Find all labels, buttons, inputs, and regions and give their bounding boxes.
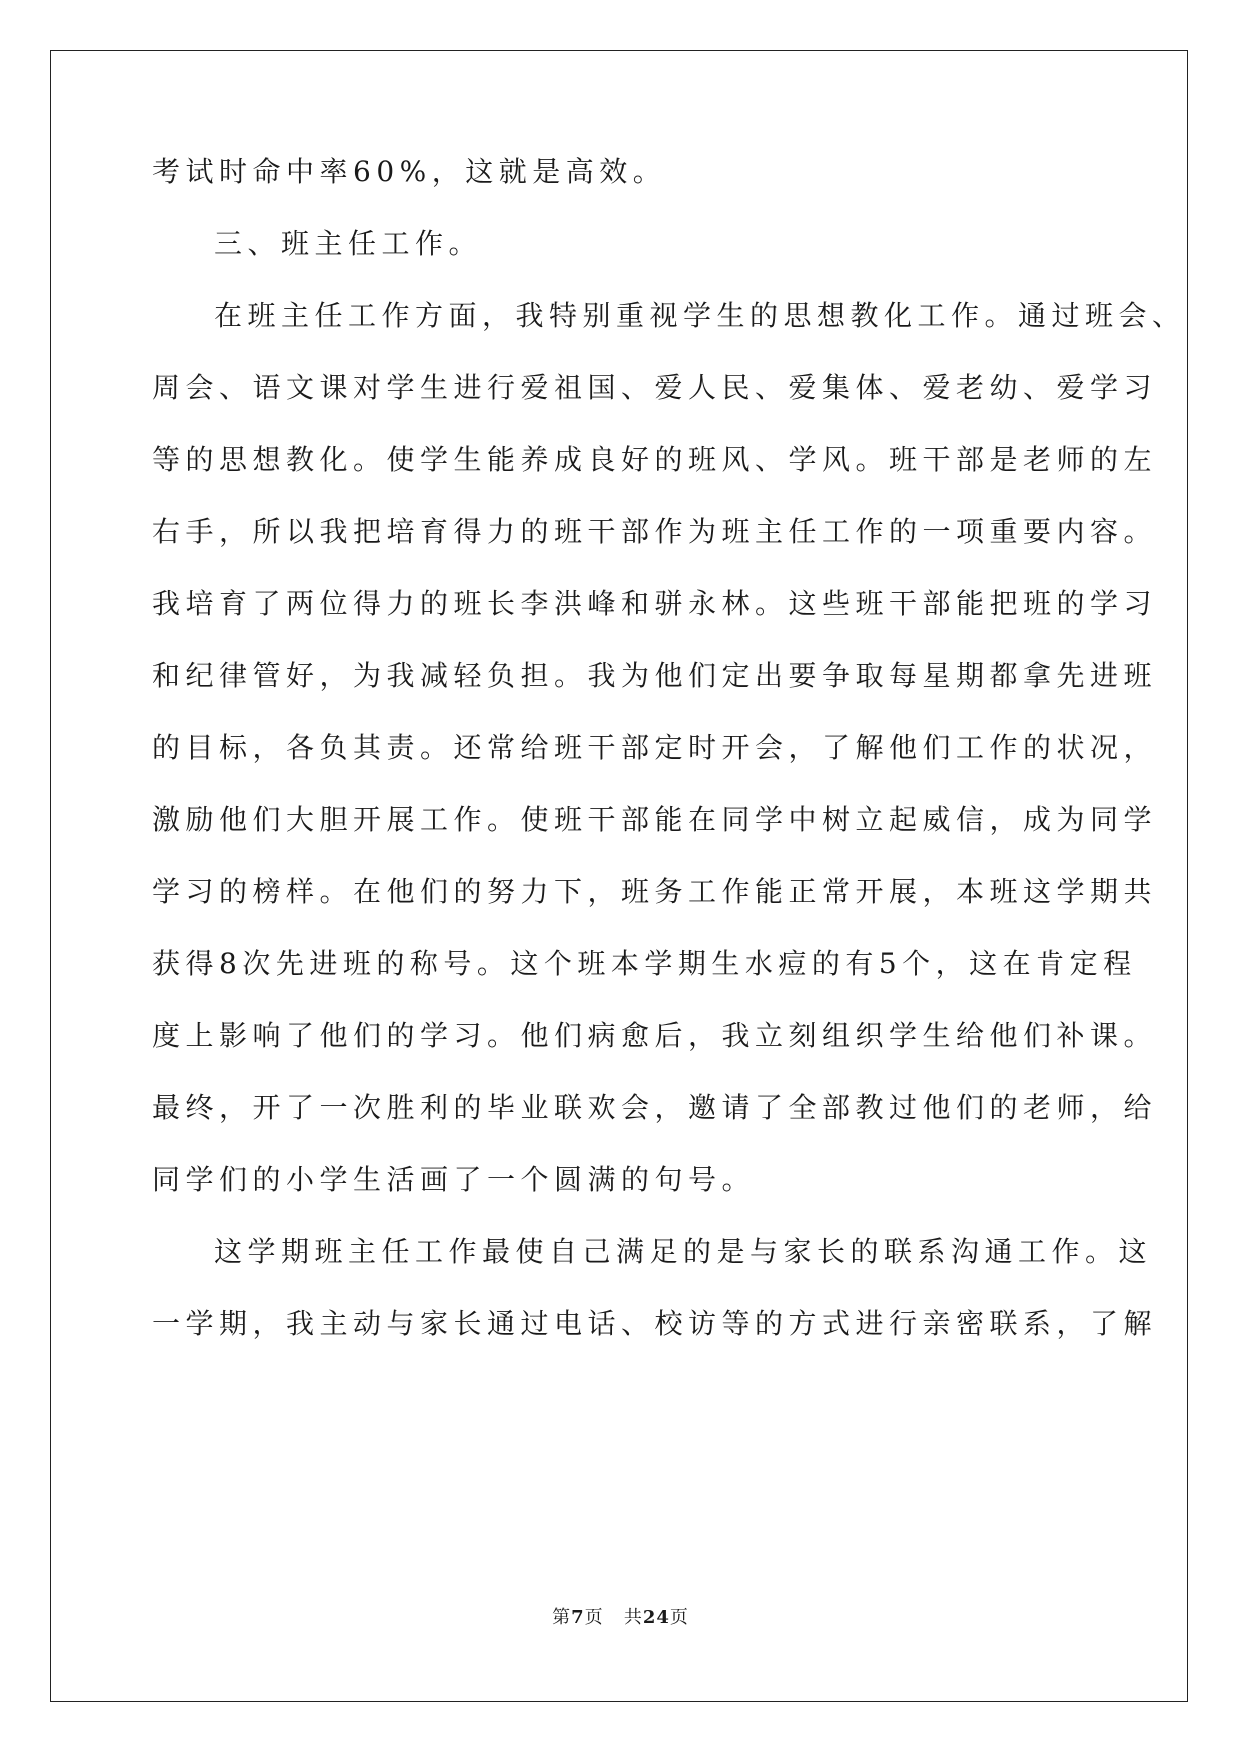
- text-line: 度上影响了他们的学习。他们病愈后，我立刻组织学生给他们补课。: [152, 1019, 1158, 1052]
- page-suffix: 页: [584, 1607, 604, 1628]
- text-line: 同学们的小学生活画了一个圆满的句号。: [152, 1163, 756, 1196]
- text-line: 激励他们大胆开展工作。使班干部能在同学中树立起威信，成为同学: [152, 803, 1158, 836]
- section-heading: 三、班主任工作。: [214, 227, 483, 260]
- text-line: 一学期，我主动与家长通过电话、校访等的方式进行亲密联系，了解: [152, 1307, 1158, 1340]
- text-line: 周会、语文课对学生进行爱祖国、爱人民、爱集体、爱老幼、爱学习: [152, 371, 1158, 404]
- total-pages: 24: [642, 1607, 670, 1628]
- text-line: 最终，开了一次胜利的毕业联欢会，邀请了全部教过他们的老师，给: [152, 1091, 1158, 1124]
- text-line: 在班主任工作方面，我特别重视学生的思想教化工作。通过班会、: [214, 299, 1186, 332]
- text-line: 获得8次先进班的称号。这个班本学期生水痘的有5个，这在肯定程: [152, 947, 1137, 980]
- text-line: 学习的榜样。在他们的努力下，班务工作能正常开展，本班这学期共: [152, 875, 1158, 908]
- text-line: 等的思想教化。使学生能养成良好的班风、学风。班干部是老师的左: [152, 443, 1158, 476]
- text-line: 右手，所以我把培育得力的班干部作为班主任工作的一项重要内容。: [152, 515, 1158, 548]
- page-prefix: 第: [552, 1607, 572, 1628]
- text-line: 和纪律管好，为我减轻负担。我为他们定出要争取每星期都拿先进班: [152, 659, 1158, 692]
- page-number: 7: [571, 1607, 585, 1628]
- total-prefix: 共: [623, 1607, 643, 1628]
- total-suffix: 页: [669, 1607, 689, 1628]
- text-line: 这学期班主任工作最使自己满足的是与家长的联系沟通工作。这: [214, 1235, 1153, 1268]
- text-line: 的目标，各负其责。还常给班干部定时开会，了解他们工作的状况，: [152, 731, 1158, 764]
- text-line: 考试时命中率60%，这就是高效。: [152, 155, 667, 188]
- text-line: 我培育了两位得力的班长李洪峰和骈永林。这些班干部能把班的学习: [152, 587, 1158, 620]
- page-footer: [0, 1606, 1241, 1630]
